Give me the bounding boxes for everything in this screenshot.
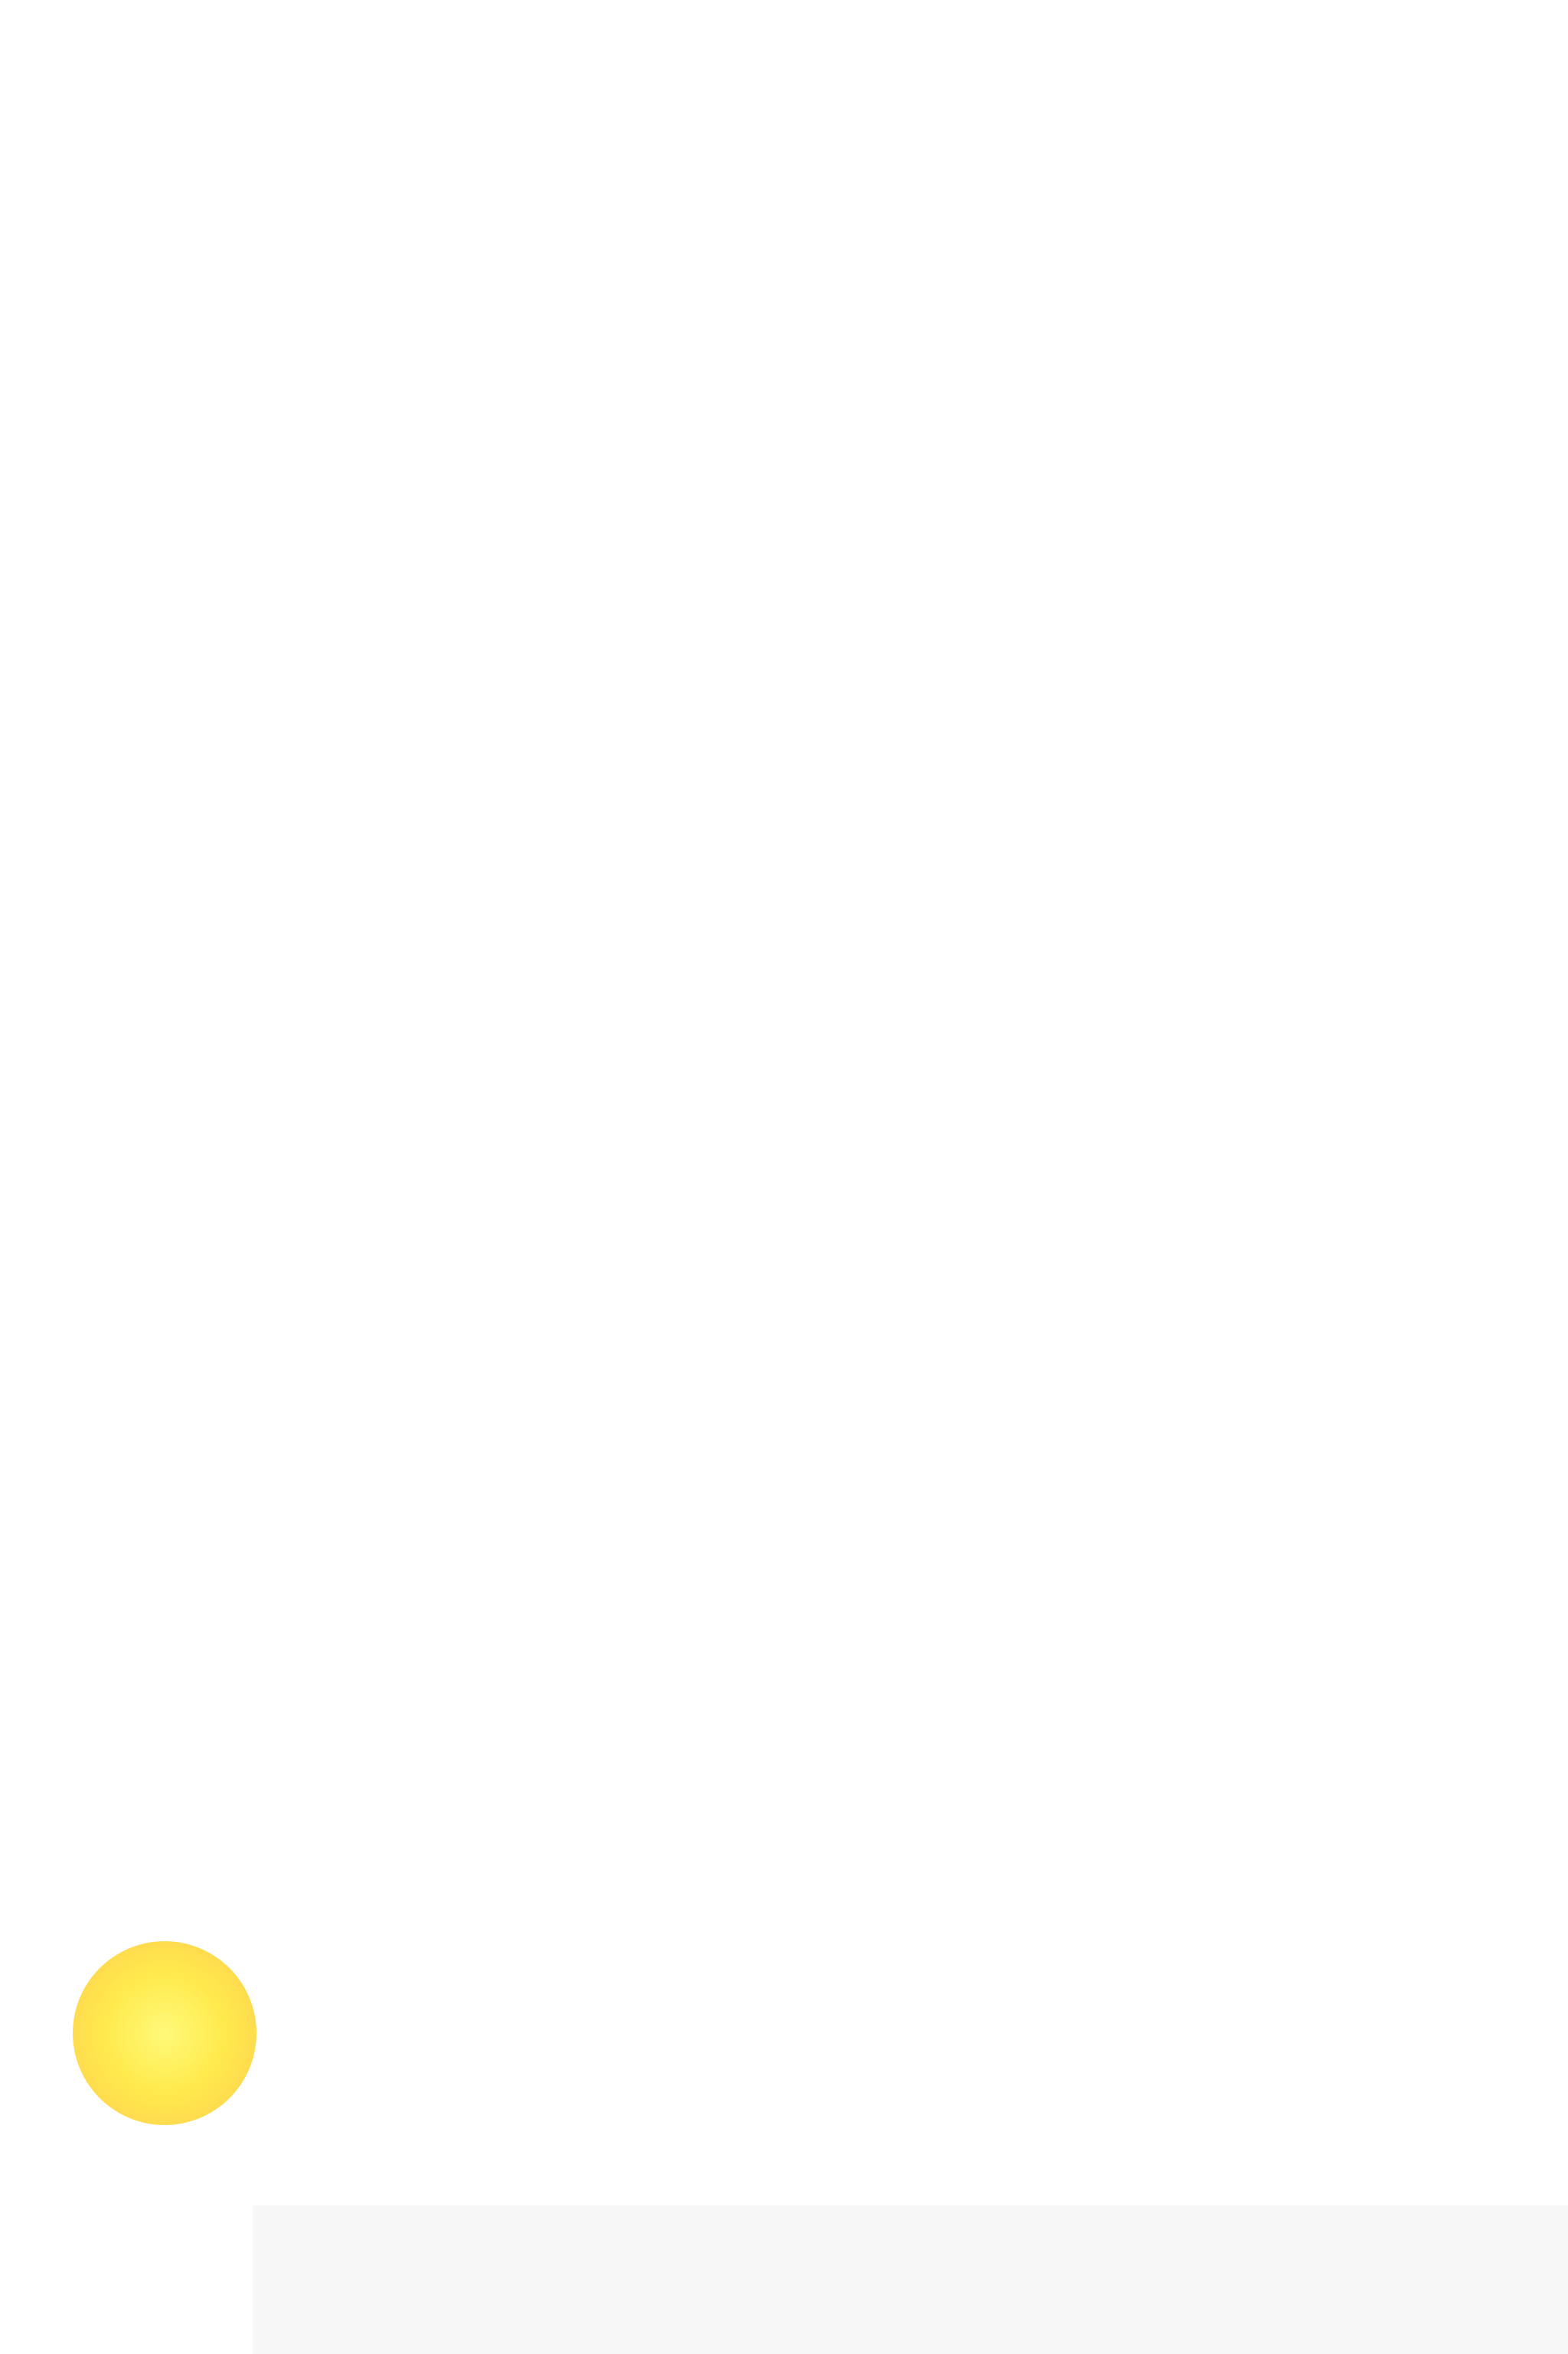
- section-heading: [165, 1392, 198, 1432]
- seal-lettering: [31, 1899, 283, 2152]
- running-head: [165, 96, 1339, 132]
- watermark-seal: [31, 1899, 253, 2121]
